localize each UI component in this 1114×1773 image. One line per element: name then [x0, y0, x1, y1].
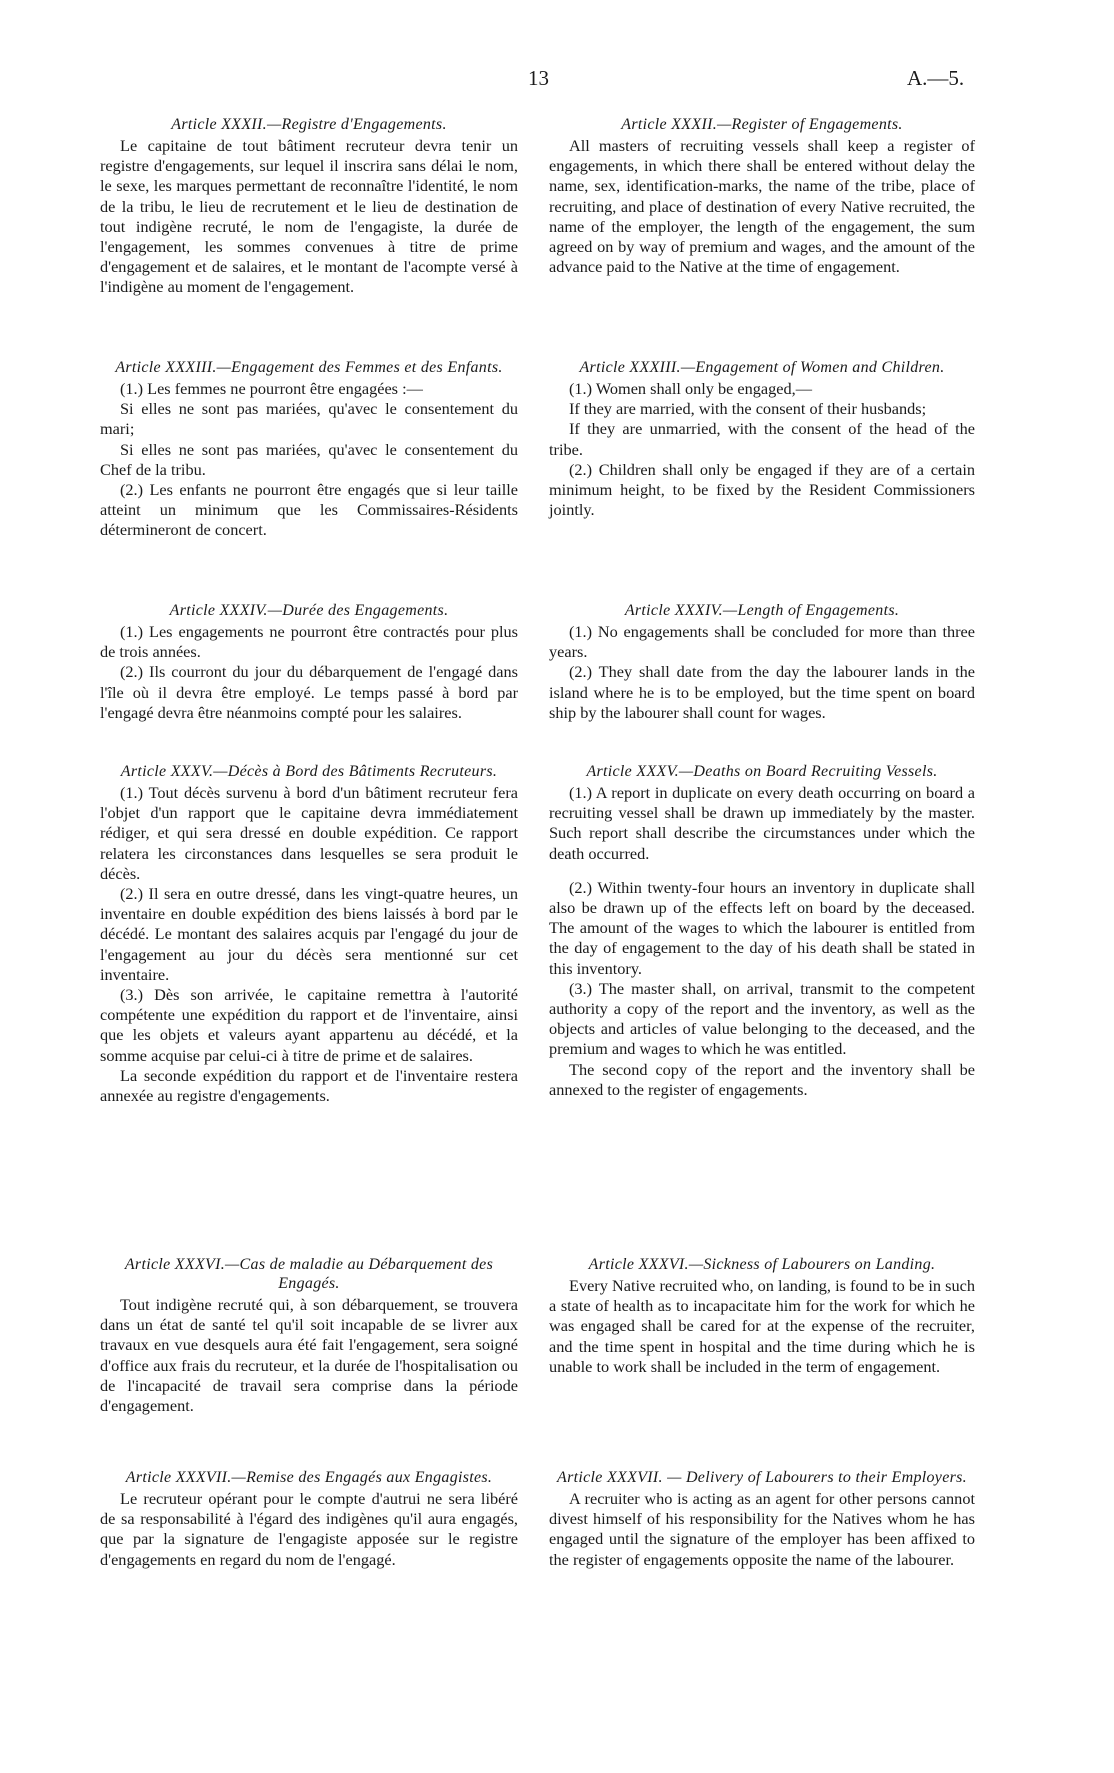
article-paragraph: La seconde expédition du rapport et de l'inventaire restera annexée au registre d'engagements. — [100, 1065, 518, 1106]
article-heading: Article XXXII.—Registre d'Engagements. — [171, 116, 447, 133]
article-paragraph: Si elles ne sont pas mariées, qu'avec le consentement du mari; — [100, 399, 518, 439]
english-article — [549, 762, 975, 1100]
english-article — [549, 1255, 975, 1377]
french-article — [100, 1255, 518, 1416]
article-paragraph: (1.) Tout décès survenu à bord d'un bâtiment recruteur fera l'objet d'un rapport que le capitaine devra immédiatement rédiger, et qui sera dressé en double expédition. Ce rapport relatera les circonstances dans lesquelles se sera produit le décès. — [100, 783, 518, 883]
article-paragraph: (2.) Children shall only be engaged if they are of a certain minimum height, to be fixed by the Resident Commissioners jointly. — [549, 459, 975, 520]
article-paragraph: If they are married, with the consent of their husbands; — [569, 399, 927, 419]
article-heading: Article XXXIV.—Durée des Engagements. — [169, 602, 449, 619]
article-paragraph: Le capitaine de tout bâtiment recruteur devra tenir un registre d'engagements, sur lequel il inscrira sans délai le nom, le sexe, les marques permettant de reconnaître l'identité, le nom de la tribu, le lieu de recrutement et le lieu de destination de tout indigène recruté, le nom de l'engagiste, la durée de l'engagement, les sommes convenues à titre de prime d'engagement et de salaires, et le montant de l'acompte versé à l'indigène au moment de l'engagement. — [100, 136, 518, 297]
article-paragraph: All masters of recruiting vessels shall keep a register of engagements, in which there shall be entered without delay the name, sex, identification-marks, the name of the tribe, place of recruiting, and place of destination of every Native recruited, the name of the employer, the length of the engagement, the sum agreed on by way of premium and wages, and the amount of the advance paid to the Native at the time of engagement. — [549, 136, 975, 277]
article-paragraph: Every Native recruited who, on landing, is found to be in such a state of health as to incapacitate him for the work for which he was engaged shall be cared for at the expense of the recruiter, and the time spent in hospital and the time during which he is unable to work shall be included in the term of engagement. — [549, 1276, 975, 1376]
page-number: 13 — [528, 66, 549, 90]
article-heading: Article XXXVI.—Sickness of Labourers on Landing. — [588, 1256, 936, 1273]
french-article — [100, 1468, 518, 1570]
article-paragraph: (1.) A report in duplicate on every death occurring on board a recruiting vessel shall be drawn up immediately by the master. Such report shall describe the circumstances under which the death occurred. — [549, 783, 975, 863]
article-paragraph: Si elles ne sont pas mariées, qu'avec le consentement du Chef de la tribu. — [100, 439, 518, 479]
english-article — [549, 358, 975, 520]
french-article — [100, 358, 518, 541]
document-reference: A.—5. — [907, 66, 965, 90]
article-heading: Article XXXVI.—Cas de maladie au Débarquement des Engagés. — [124, 1256, 494, 1292]
english-article — [549, 1468, 975, 1570]
article-heading: Article XXXV.—Deaths on Board Recruiting Vessels. — [586, 763, 938, 780]
article-paragraph: A recruiter who is acting as an agent for other persons cannot divest himself of his responsibility for the Natives whom he has engaged until the signature of the employer has been affixed to the register of engagements opposite the name of the labourer. — [549, 1489, 975, 1569]
article-paragraph: (2.) Within twenty-four hours an inventory in duplicate shall also be drawn up of the effects left on board by the deceased. The amount of the wages to which the labourer is entitled from the day of engagement to the day of his death shall be stated in this inventory. — [549, 877, 975, 978]
article-heading: Article XXXVII.—Remise des Engagés aux Engagistes. — [125, 1469, 493, 1486]
article-heading: Article XXXIV.—Length of Engagements. — [624, 602, 900, 619]
article-paragraph: If they are unmarried, with the consent of the head of the tribe. — [549, 419, 975, 459]
english-article — [549, 115, 975, 277]
article-heading: Article XXXIII.—Engagement of Women and Children. — [579, 359, 945, 376]
french-article — [100, 601, 518, 723]
article-heading: Article XXXV.—Décès à Bord des Bâtiments Recruteurs. — [120, 763, 498, 780]
article-paragraph: (2.) Il sera en outre dressé, dans les vingt-quatre heures, un inventaire en double expédition des biens laissés à bord par le décédé. Le montant des salaires acquis par l'engagé du jour de l'engagement au jour du décès sera mentionné sur cet inventaire. — [100, 884, 518, 984]
article-paragraph: The second copy of the report and the inventory shall be annexed to the register of engagements. — [549, 1059, 975, 1099]
article-paragraph: (1.) No engagements shall be concluded for more than three years. — [549, 622, 975, 662]
french-article — [100, 762, 518, 1106]
article-paragraph: (1.) Les engagements ne pourront être contractés pour plus de trois années. — [100, 622, 518, 662]
article-paragraph: (1.) Les femmes ne pourront être engagées :— — [120, 379, 423, 398]
english-article — [549, 601, 975, 723]
article-paragraph: (1.) Women shall only be engaged,— — [569, 379, 813, 398]
article-heading: Article XXXII.—Register of Engagements. — [621, 116, 903, 133]
article-paragraph: (2.) Les enfants ne pourront être engagés que si leur taille atteint un minimum que les Commissaires-Résidents détermineront de concert. — [100, 480, 518, 540]
article-paragraph: Tout indigène recruté qui, à son débarquement, se trouvera dans un état de santé tel qu'il soit incapable de se livrer aux travaux en vue desquels aura été fait l'engagement, sera soigné d'office aux frais du recruteur, et la durée de l'hospitalisation ou de l'incapacité de travail sera comprise dans la période d'engagement. — [100, 1295, 518, 1416]
article-paragraph: (3.) The master shall, on arrival, transmit to the competent authority a copy of the report and the inventory, as well as the objects and articles of value belonging to the deceased, and the premium and wages to which he was entitled. — [549, 978, 975, 1059]
article-paragraph: (2.) They shall date from the day the labourer lands in the island where he is to be employed, but the time spent on board ship by the labourer shall count for wages. — [549, 662, 975, 722]
article-paragraph: Le recruteur opérant pour le compte d'autrui ne sera libéré de sa responsabilité à l'égard des indigènes qu'il aura engagés, que par la signature de l'engagiste apposée sur le registre d'engagements en regard du nom de l'engagé. — [100, 1489, 518, 1569]
article-paragraph: (2.) Ils courront du jour du débarquement de l'engagé dans l'île où il devra être employé. Le temps passé à bord par l'engagé devra être néanmoins compté pour les salaires. — [100, 662, 518, 722]
article-heading: Article XXXVII. — Delivery of Labourers to their Employers. — [557, 1469, 967, 1486]
article-paragraph: (3.) Dès son arrivée, le capitaine remettra à l'autorité compétente une expédition du rapport et de l'inventaire, ainsi que les objets et valeurs ayant appartenu au décédé, et la somme acquise par celui-ci à titre de prime et de salaires. — [100, 985, 518, 1065]
article-heading: Article XXXIII.—Engagement des Femmes et des Enfants. — [115, 359, 503, 376]
french-article — [100, 115, 518, 298]
